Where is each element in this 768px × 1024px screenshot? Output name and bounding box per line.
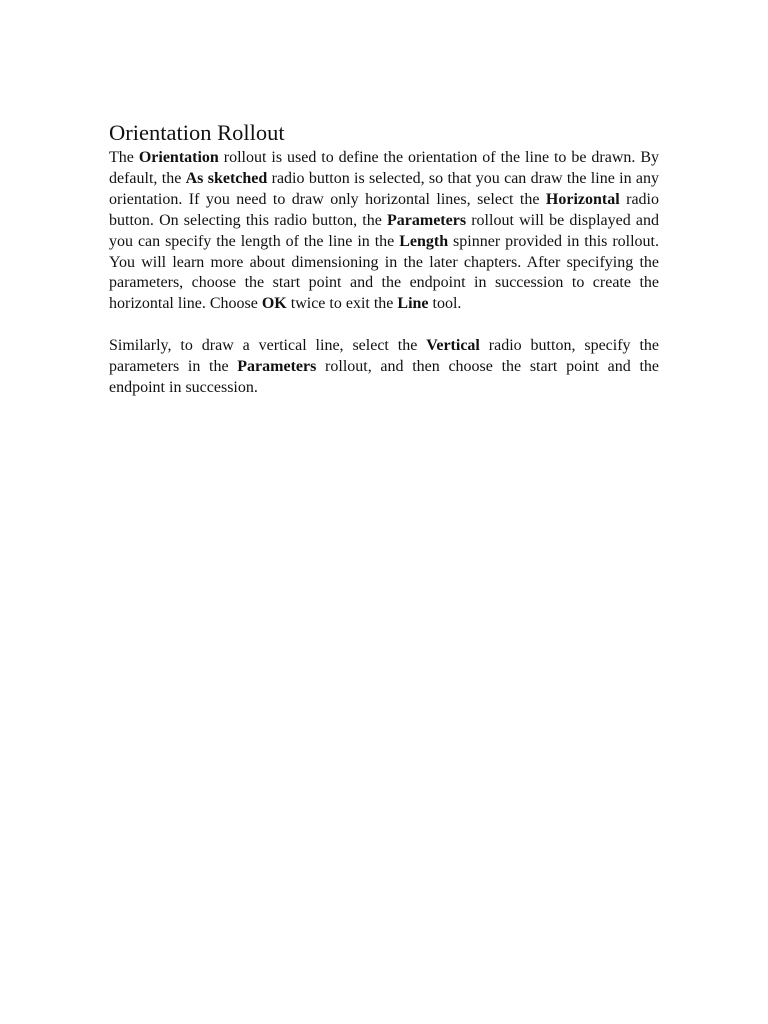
paragraphs-container [109,148,659,399]
text-run: radio button is selected, so that you can draw the line in any orientation. If you need to draw only horizontal lines, select the [109,169,660,208]
document-body [109,118,659,399]
body-paragraph [109,336,659,399]
body-paragraph [109,148,659,315]
text-run: spinner provided in this rollout. You will learn more about dimensioning in the later chapters. After specifying the parameters, choose the start point and the endpoint in succession to create the horizontal line. Choose [109,232,660,313]
text-run: rollout will be displayed and you can specify the length of the line in the [109,211,660,250]
text-run: Similarly, to draw a vertical line, select the [109,337,427,355]
text-run: radio button, specify the parameters in the [109,337,660,376]
bold-term: Line [397,295,429,313]
text-run: The [109,149,139,166]
bold-term: As sketched [185,169,268,187]
bold-term: Length [399,232,449,250]
bold-term: Horizontal [545,190,620,208]
section-heading: Orientation Rollout [109,120,285,145]
text-run: tool. [428,295,462,313]
bold-term: Parameters [386,211,467,229]
bold-term: OK [261,295,287,313]
bold-term: Parameters [237,358,317,376]
text-run: radio button. On selecting this radio button, the [109,190,659,229]
text-run: twice to exit the [286,295,398,313]
text-run: rollout is used to define the orientation of the line to be drawn. By default, the [109,149,660,187]
text-run: rollout, and then choose the start point and the endpoint in succession. [109,358,660,397]
bold-term: Orientation [138,149,219,166]
bold-term: Vertical [426,337,480,355]
